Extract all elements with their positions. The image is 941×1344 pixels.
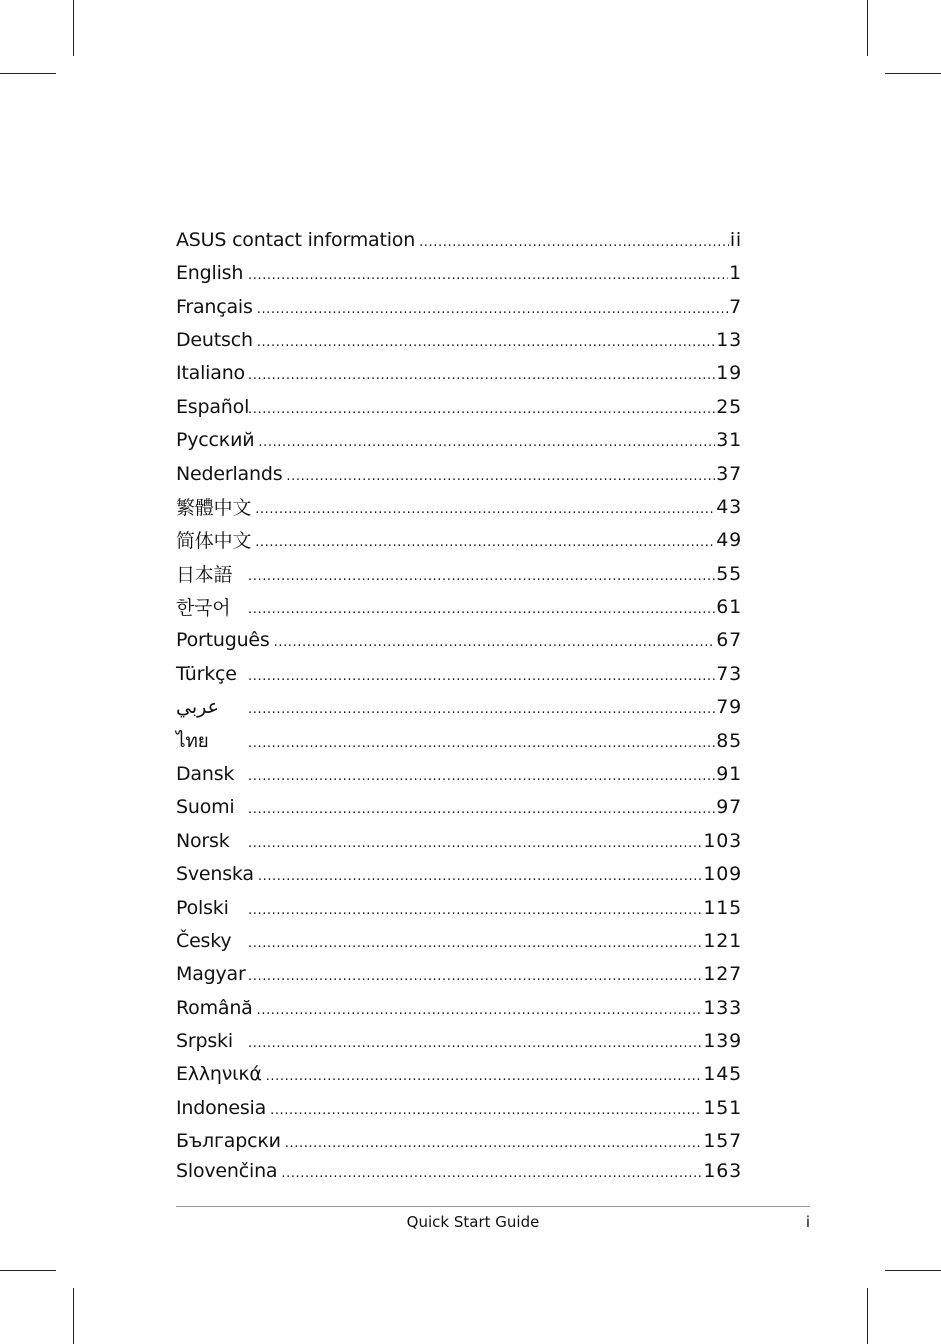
- footer-title: Quick Start Guide: [406, 1213, 540, 1231]
- toc-entry: [176, 290, 742, 323]
- toc-dot-leader: [257, 330, 715, 350]
- toc-dot-leader: [266, 1064, 703, 1084]
- toc-entry: [176, 390, 742, 423]
- toc-entry-page: 145: [703, 1062, 742, 1085]
- toc-dot-leader: [248, 397, 715, 417]
- toc-entry-title: Türkçe: [176, 663, 248, 685]
- crop-mark: [0, 1270, 56, 1271]
- toc-entry-page: 79: [716, 695, 742, 718]
- footer-page-number: i: [805, 1213, 810, 1231]
- toc-dot-leader: [248, 1031, 702, 1051]
- toc-entry: [176, 757, 742, 790]
- toc-entry-title: Română: [176, 997, 257, 1019]
- toc-dot-leader: [248, 564, 715, 584]
- toc-dot-leader: [248, 697, 715, 717]
- toc-entry-title: Srpski: [176, 1030, 248, 1052]
- toc-dot-leader: [257, 998, 703, 1018]
- toc-entry-title: Italiano: [176, 362, 248, 384]
- toc-entry-title: Русский: [176, 429, 258, 451]
- toc-entry: [176, 790, 742, 823]
- toc-dot-leader: [270, 1098, 702, 1118]
- toc-dot-leader: [248, 764, 715, 784]
- toc-entry-title: Português: [176, 629, 274, 651]
- toc-entry-title: عربي: [176, 696, 248, 718]
- toc-entry-page: 97: [716, 795, 742, 818]
- toc-entry-title: English: [176, 262, 248, 284]
- toc-dot-leader: [258, 864, 702, 884]
- toc-entry-page: 37: [716, 462, 742, 485]
- toc-entry-page: 55: [716, 562, 742, 585]
- toc-entry-page: ii: [729, 228, 742, 251]
- toc-entry-title: Norsk: [176, 830, 248, 852]
- toc-entry-page: 121: [703, 929, 742, 952]
- toc-dot-leader: [258, 430, 715, 450]
- toc-dot-leader: [248, 797, 715, 817]
- toc-entry-title: Suomi: [176, 796, 248, 818]
- toc-entry: [176, 1154, 742, 1187]
- toc-entry: [176, 423, 742, 456]
- toc-entry-page: 73: [716, 662, 742, 685]
- toc-dot-leader: [255, 530, 715, 550]
- toc-entry: [176, 891, 742, 924]
- toc-entry: [176, 590, 742, 623]
- toc-dot-leader: [274, 630, 716, 650]
- toc-dot-leader: [419, 230, 729, 250]
- toc-entry: [176, 256, 742, 289]
- toc-entry-title: Dansk: [176, 763, 248, 785]
- toc-dot-leader: [248, 664, 715, 684]
- toc-entry-page: 13: [716, 328, 742, 351]
- crop-mark: [73, 1288, 74, 1344]
- toc-entry-page: 127: [703, 962, 742, 985]
- toc-dot-leader: [248, 964, 702, 984]
- toc-dot-leader: [257, 297, 728, 317]
- toc-entry-title: Български: [176, 1130, 285, 1152]
- toc-dot-leader: [248, 831, 702, 851]
- toc-dot-leader: [285, 1131, 703, 1151]
- toc-entry-title: 简体中文: [176, 526, 255, 553]
- toc-entry-title: Magyar: [176, 963, 248, 985]
- toc-entry-page: 115: [703, 896, 742, 919]
- toc-dot-leader: [248, 931, 702, 951]
- toc-dot-leader: [248, 597, 715, 617]
- toc-entry-title: ASUS contact information: [176, 229, 419, 251]
- crop-mark: [0, 73, 56, 74]
- toc-entry: [176, 1024, 742, 1057]
- toc-dot-leader: [281, 1161, 702, 1181]
- toc-entry: [176, 490, 742, 523]
- toc-entry: [176, 1057, 742, 1090]
- toc-entry: [176, 724, 742, 757]
- toc-dot-leader: [286, 464, 715, 484]
- toc-dot-leader: [248, 731, 715, 751]
- toc-entry: [176, 957, 742, 990]
- toc-entry-title: 繁體中文: [176, 493, 255, 520]
- toc-dot-leader: [248, 263, 728, 283]
- toc-entry: [176, 223, 742, 256]
- toc-entry-title: 한국어: [176, 593, 248, 620]
- crop-mark: [867, 1288, 868, 1344]
- toc-entry-title: ไทย: [176, 726, 248, 756]
- toc-entry-title: Česky: [176, 930, 248, 952]
- toc-entry-page: 85: [716, 729, 742, 752]
- crop-mark: [885, 1270, 941, 1271]
- toc-entry-page: 19: [716, 361, 742, 384]
- toc-entry-title: Deutsch: [176, 329, 257, 351]
- toc-entry-page: 163: [703, 1159, 742, 1182]
- toc-entry-title: Indonesia: [176, 1097, 270, 1119]
- toc-entry: [176, 824, 742, 857]
- toc-entry-title: 日本語: [176, 560, 248, 587]
- toc-dot-leader: [248, 363, 715, 383]
- toc-entry-page: 103: [703, 829, 742, 852]
- toc-entry-page: 67: [716, 628, 742, 651]
- toc-entry-page: 25: [716, 395, 742, 418]
- footer-divider: [176, 1206, 810, 1207]
- toc-entry: [176, 1124, 742, 1157]
- toc-entry-title: Slovenčina: [176, 1160, 281, 1182]
- toc-entry-page: 31: [716, 428, 742, 451]
- toc-dot-leader: [248, 898, 702, 918]
- toc-entry-page: 43: [716, 495, 742, 518]
- toc-entry-page: 49: [716, 528, 742, 551]
- toc-entry-title: Svenska: [176, 863, 258, 885]
- toc-entry-page: 139: [703, 1029, 742, 1052]
- toc-dot-leader: [255, 497, 715, 517]
- toc-entry-title: Ελληνικά: [176, 1063, 266, 1085]
- toc-entry: [176, 457, 742, 490]
- toc-entry-page: 109: [703, 862, 742, 885]
- toc-entry: [176, 690, 742, 723]
- toc-entry-title: Nederlands: [176, 463, 286, 485]
- toc-entry-title: Français: [176, 296, 257, 318]
- toc-entry: [176, 356, 742, 389]
- toc-entry-title: Español: [176, 395, 250, 418]
- toc-entry: [176, 924, 742, 957]
- toc-entry-page: 157: [703, 1129, 742, 1152]
- crop-mark: [885, 73, 941, 74]
- toc-entry-page: 151: [703, 1096, 742, 1119]
- crop-mark: [73, 0, 74, 56]
- toc-entry: [176, 623, 742, 656]
- toc-entry-page: 61: [716, 595, 742, 618]
- toc-entry: [176, 323, 742, 356]
- crop-mark: [867, 0, 868, 56]
- toc-entry-title: Polski: [176, 897, 248, 919]
- toc-entry: [176, 523, 742, 556]
- toc-entry-page: 91: [716, 762, 742, 785]
- toc-entry: [176, 857, 742, 890]
- toc-entry-page: 7: [729, 295, 742, 318]
- toc-entry: [176, 557, 742, 590]
- toc-entry: [176, 1091, 742, 1124]
- toc-entry: [176, 991, 742, 1024]
- toc-entry-page: 133: [703, 996, 742, 1019]
- toc-entry: [176, 657, 742, 690]
- toc-entry-page: 1: [729, 261, 742, 284]
